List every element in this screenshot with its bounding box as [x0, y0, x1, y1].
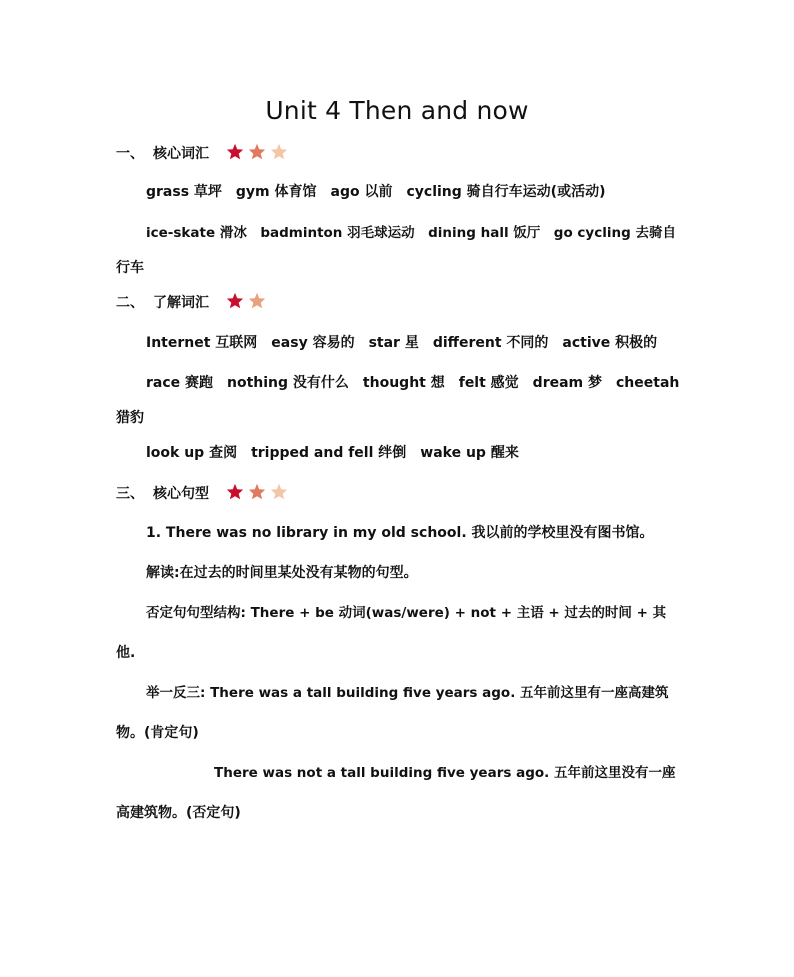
star-icon	[248, 292, 266, 309]
vocab-line: Internet 互联网 easy 容易的 star 星 different 不同的 active 积极的	[146, 335, 658, 351]
section-heading-extra-vocab	[116, 292, 680, 315]
section-heading-core-sentences	[116, 483, 680, 506]
section-heading-core-vocab	[116, 143, 680, 166]
rating-stars	[226, 483, 287, 506]
rating-stars	[226, 292, 265, 315]
section-label: 了解词汇	[153, 295, 209, 311]
star-icon	[270, 483, 288, 500]
vocab-line: race 赛跑 nothing 没有什么 thought 想 felt 感觉 dream 梦 cheetah	[146, 375, 680, 391]
star-icon	[226, 483, 244, 500]
vocab-line: 猎豹	[116, 410, 144, 426]
sentence-line: 否定句句型结构: There + be 动词(was/were) + not + 主语 + 过去的时间 + 其	[146, 605, 667, 621]
sentence-line: 举一反三: There was a tall building five years ago. 五年前这里有一座高建筑	[146, 685, 669, 701]
section-label: 核心句型	[153, 486, 209, 502]
section-number: 一、	[116, 146, 144, 162]
document-title: Unit 4 Then and now	[265, 96, 529, 125]
sentence-line: 解读:在过去的时间里某处没有某物的句型。	[146, 565, 418, 581]
sentence-line: 他.	[116, 645, 136, 661]
star-icon	[248, 143, 266, 160]
section-number: 二、	[116, 295, 144, 311]
sentence-line: 1. There was no library in my old school. 我以前的学校里没有图书馆。	[146, 525, 654, 541]
vocab-line: grass 草坪 gym 体育馆 ago 以前 cycling 骑自行车运动(或活动)	[146, 184, 606, 200]
star-icon	[248, 483, 266, 500]
sentence-line: 物。(肯定句)	[116, 725, 199, 741]
star-icon	[226, 292, 244, 309]
star-icon	[270, 143, 288, 160]
rating-stars	[226, 143, 287, 166]
vocab-line: 行车	[116, 260, 144, 276]
vocab-line: ice-skate 滑冰 badminton 羽毛球运动 dining hall 饭厅 go cycling 去骑自	[146, 225, 676, 241]
section-label: 核心词汇	[153, 146, 209, 162]
sentence-line: 高建筑物。(否定句)	[116, 805, 241, 821]
section-number: 三、	[116, 486, 144, 502]
sentence-line: There was not a tall building five years ago. 五年前这里没有一座	[214, 765, 676, 781]
vocab-line: look up 查阅 tripped and fell 绊倒 wake up 醒来	[146, 445, 519, 461]
star-icon	[226, 143, 244, 160]
